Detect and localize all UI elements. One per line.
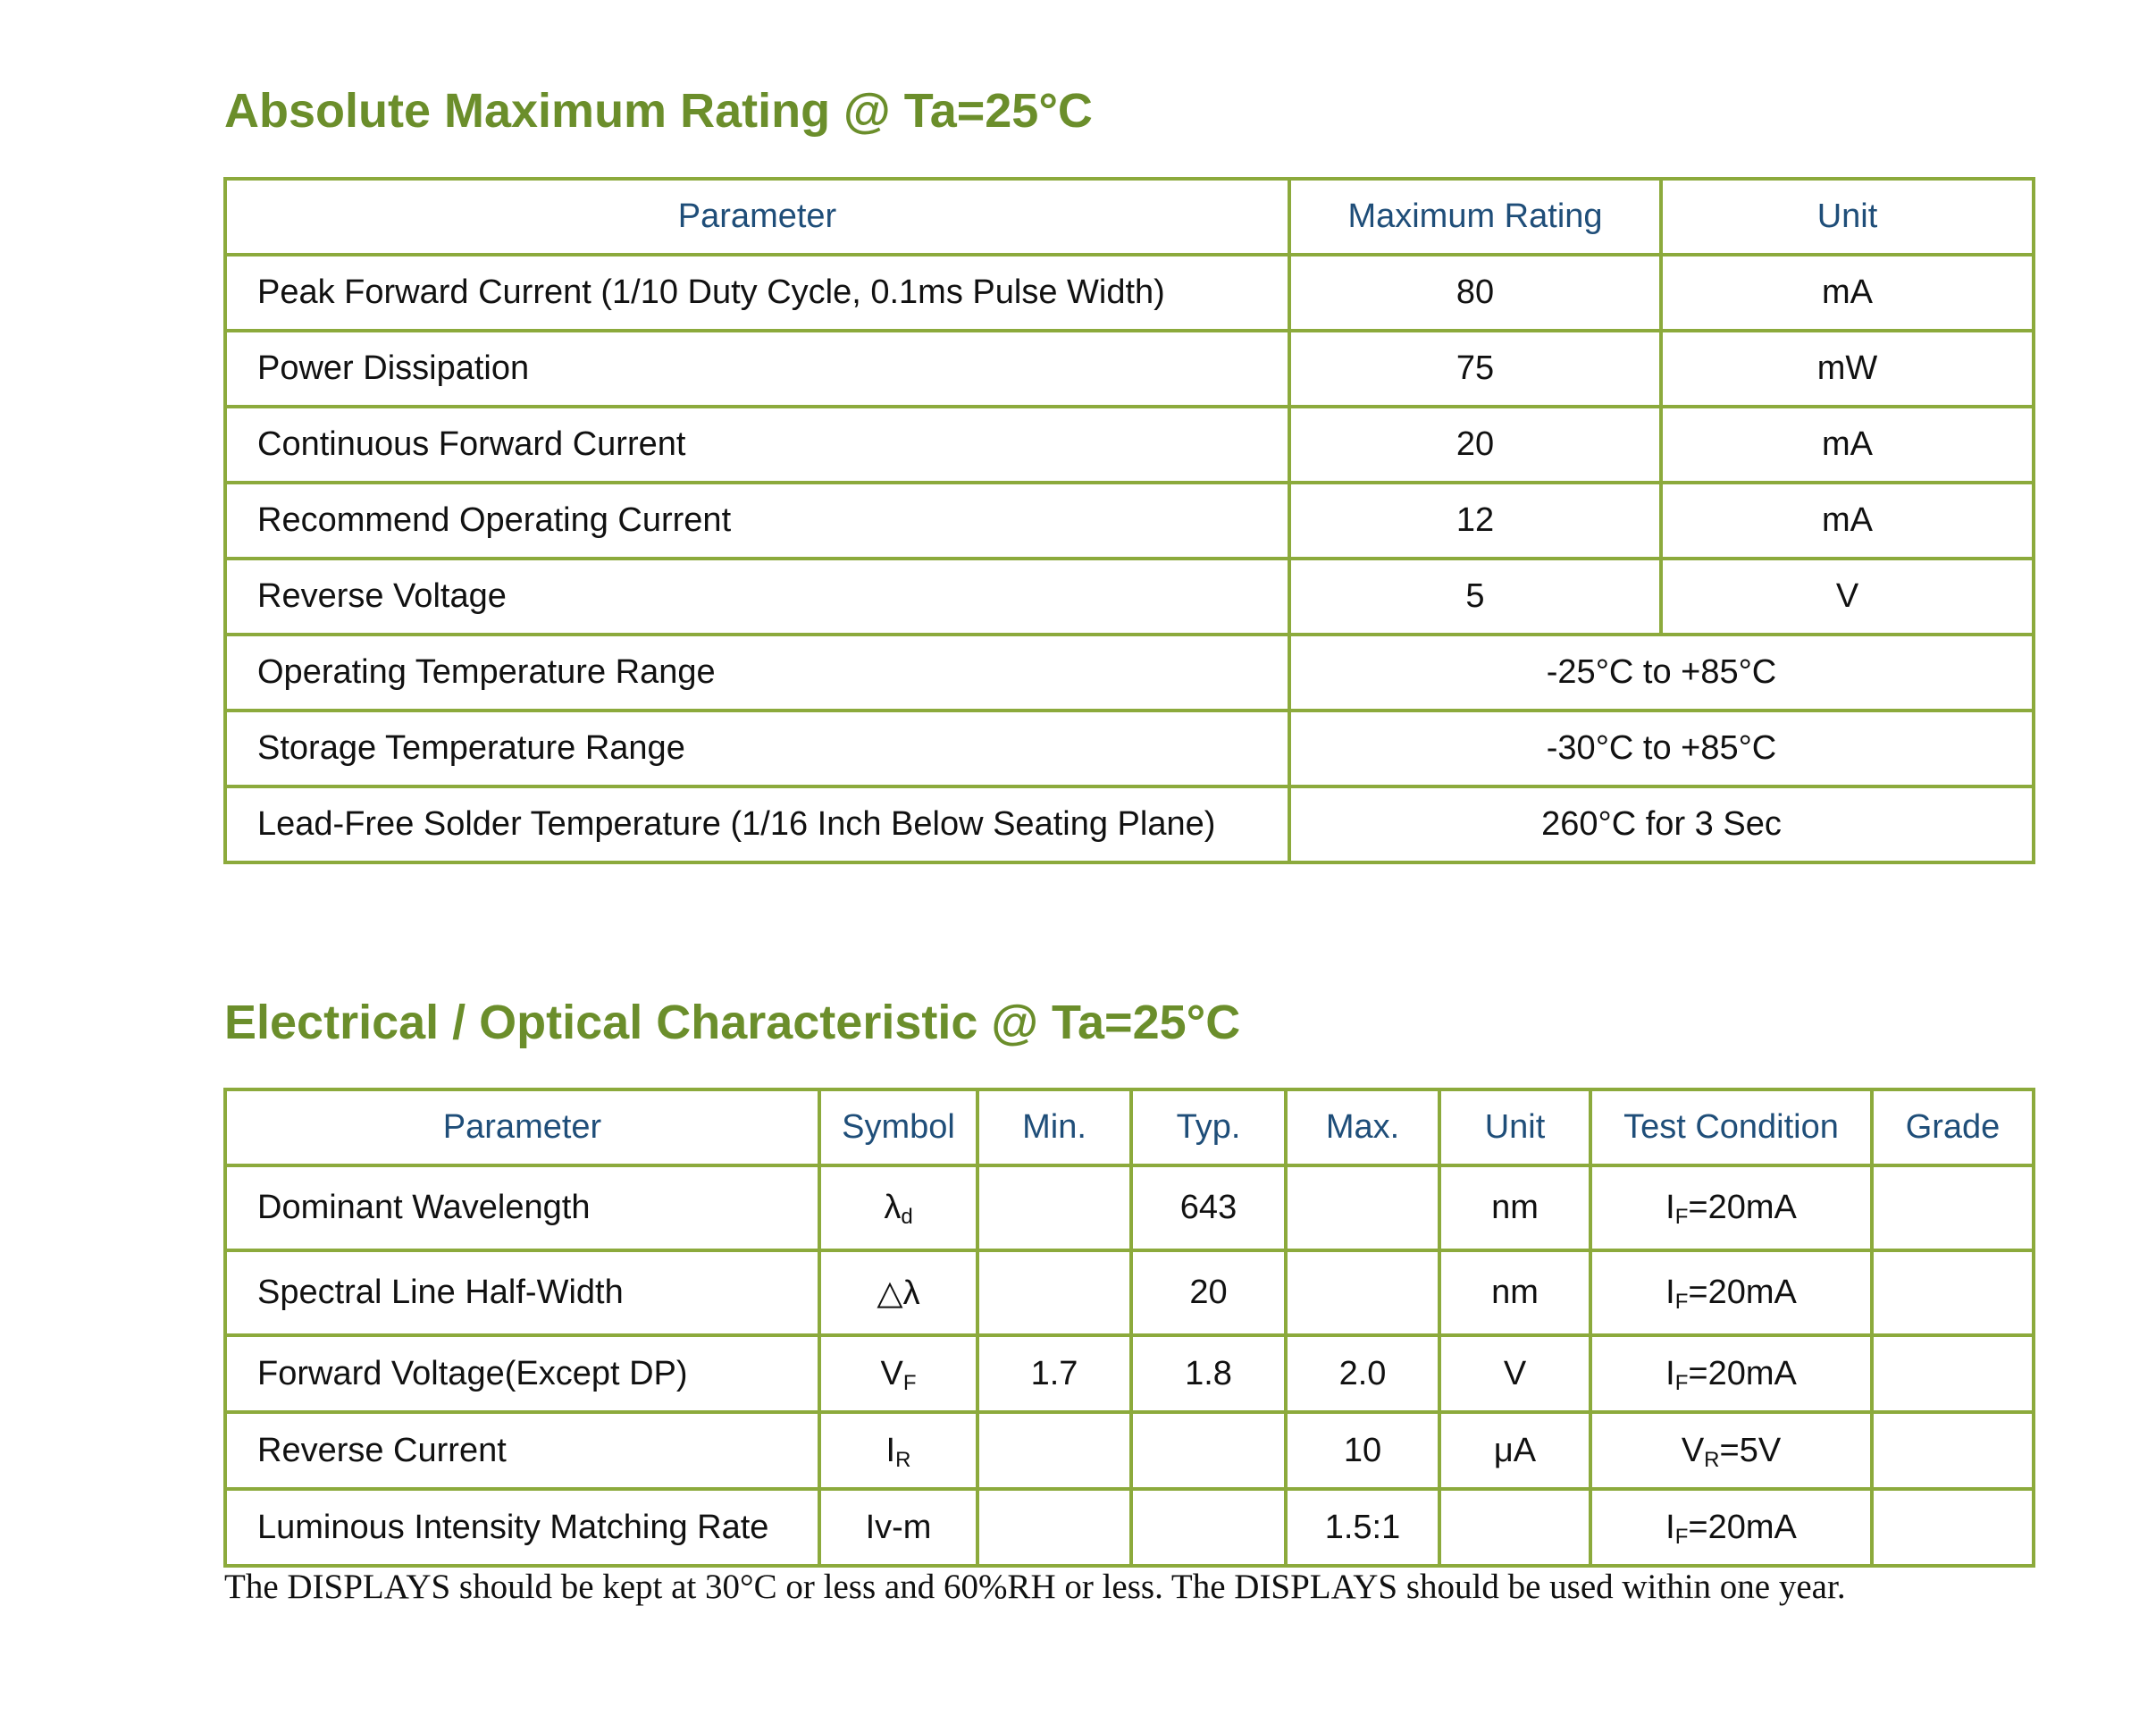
- range-cell: -30°C to +85°C: [1289, 711, 2034, 786]
- header-unit: Unit: [1661, 179, 2034, 255]
- table-row: [225, 1412, 2034, 1489]
- typ-cell: 1.8: [1131, 1335, 1286, 1412]
- header-max: Max.: [1286, 1089, 1439, 1165]
- unit-cell: mA: [1661, 407, 2034, 483]
- grade-cell: [1872, 1165, 2034, 1250]
- unit-cell: mA: [1661, 255, 2034, 331]
- condition-main: I: [1665, 1354, 1675, 1392]
- condition-cell: [1590, 1250, 1872, 1335]
- table-row: [225, 255, 2034, 331]
- table-row: [225, 711, 2034, 786]
- grade-cell: [1872, 1412, 2034, 1489]
- unit-cell: mW: [1661, 331, 2034, 407]
- header-symbol: Symbol: [819, 1089, 977, 1165]
- unit-cell: nm: [1439, 1165, 1590, 1250]
- typ-cell: [1131, 1489, 1286, 1566]
- symbol-subscript: F: [902, 1370, 917, 1395]
- storage-note: The DISPLAYS should be kept at 30°C or less and 60%RH or less. The DISPLAYS should be used within one year.: [224, 1568, 1846, 1606]
- symbol-cell: [819, 1412, 977, 1489]
- condition-subscript: F: [1674, 1524, 1689, 1549]
- rating-cell: 5: [1289, 559, 1661, 635]
- header-parameter: Parameter: [225, 1089, 819, 1165]
- header-min: Min.: [977, 1089, 1131, 1165]
- param-cell: Storage Temperature Range: [225, 711, 1289, 786]
- absolute-max-table: [223, 177, 2035, 864]
- header-maximum-rating: Maximum Rating: [1289, 179, 1661, 255]
- unit-cell: V: [1439, 1335, 1590, 1412]
- unit-cell: [1439, 1489, 1590, 1566]
- condition-value: =20mA: [1688, 1274, 1797, 1311]
- max-cell: 10: [1286, 1412, 1439, 1489]
- electrical-optical-title: Electrical / Optical Characteristic @ Ta=25°C: [224, 996, 1241, 1049]
- unit-cell: nm: [1439, 1250, 1590, 1335]
- header-test-condition: Test Condition: [1590, 1089, 1872, 1165]
- param-cell: Luminous Intensity Matching Rate: [225, 1489, 819, 1566]
- max-cell: 2.0: [1286, 1335, 1439, 1412]
- max-cell: [1286, 1165, 1439, 1250]
- param-cell: Reverse Current: [225, 1412, 819, 1489]
- unit-cell: mA: [1661, 483, 2034, 559]
- param-cell: Dominant Wavelength: [225, 1165, 819, 1250]
- header-parameter: Parameter: [225, 179, 1289, 255]
- param-cell: Continuous Forward Current: [225, 407, 1289, 483]
- condition-main: I: [1665, 1508, 1675, 1546]
- unit-cell: μA: [1439, 1412, 1590, 1489]
- grade-cell: [1872, 1250, 2034, 1335]
- table-row: [225, 1489, 2034, 1566]
- param-cell: Lead-Free Solder Temperature (1/16 Inch Below Seating Plane): [225, 786, 1289, 862]
- symbol-cell: [819, 1165, 977, 1250]
- typ-cell: 643: [1131, 1165, 1286, 1250]
- absolute-max-title: Absolute Maximum Rating @ Ta=25°C: [224, 84, 1093, 138]
- table-row: [225, 1335, 2034, 1412]
- rating-cell: 80: [1289, 255, 1661, 331]
- electrical-optical-table: [223, 1088, 2035, 1568]
- symbol-main: I: [885, 1431, 896, 1469]
- min-cell: [977, 1165, 1131, 1250]
- min-cell: [977, 1489, 1131, 1566]
- table-row: [225, 559, 2034, 635]
- condition-cell: [1590, 1412, 1872, 1489]
- symbol-subscript: d: [901, 1205, 913, 1229]
- typ-cell: 20: [1131, 1250, 1286, 1335]
- rating-cell: 12: [1289, 483, 1661, 559]
- param-cell: Forward Voltage(Except DP): [225, 1335, 819, 1412]
- table-row: [225, 1250, 2034, 1335]
- header-typ: Typ.: [1131, 1089, 1286, 1165]
- min-cell: [977, 1250, 1131, 1335]
- condition-value: =5V: [1719, 1431, 1782, 1469]
- condition-cell: [1590, 1165, 1872, 1250]
- grade-cell: [1872, 1489, 2034, 1566]
- condition-subscript: R: [1704, 1447, 1720, 1472]
- unit-cell: V: [1661, 559, 2034, 635]
- symbol-main: Iv-m: [865, 1508, 932, 1546]
- table-row: [225, 635, 2034, 711]
- condition-subscript: F: [1674, 1290, 1689, 1314]
- symbol-cell: [819, 1250, 977, 1335]
- min-cell: [977, 1412, 1131, 1489]
- symbol-cell: [819, 1335, 977, 1412]
- condition-main: V: [1681, 1431, 1705, 1469]
- rating-cell: 75: [1289, 331, 1661, 407]
- symbol-main: △λ: [877, 1274, 920, 1312]
- param-cell: Operating Temperature Range: [225, 635, 1289, 711]
- condition-cell: [1590, 1335, 1872, 1412]
- rating-cell: 20: [1289, 407, 1661, 483]
- condition-main: I: [1665, 1274, 1675, 1311]
- condition-cell: [1590, 1489, 1872, 1566]
- table-row: [225, 407, 2034, 483]
- param-cell: Reverse Voltage: [225, 559, 1289, 635]
- param-cell: Spectral Line Half-Width: [225, 1250, 819, 1335]
- range-cell: 260°C for 3 Sec: [1289, 786, 2034, 862]
- condition-value: =20mA: [1688, 1189, 1797, 1226]
- param-cell: Recommend Operating Current: [225, 483, 1289, 559]
- table-row: [225, 331, 2034, 407]
- table-header-row: [225, 1089, 2034, 1165]
- symbol-cell: [819, 1489, 977, 1566]
- header-grade: Grade: [1872, 1089, 2034, 1165]
- condition-value: =20mA: [1688, 1508, 1797, 1546]
- grade-cell: [1872, 1335, 2034, 1412]
- symbol-main: V: [880, 1354, 903, 1392]
- symbol-main: λ: [884, 1189, 902, 1226]
- max-cell: 1.5:1: [1286, 1489, 1439, 1566]
- condition-value: =20mA: [1688, 1354, 1797, 1392]
- typ-cell: [1131, 1412, 1286, 1489]
- condition-subscript: F: [1674, 1370, 1689, 1395]
- condition-main: I: [1665, 1189, 1675, 1226]
- table-header-row: [225, 179, 2034, 255]
- param-cell: Power Dissipation: [225, 331, 1289, 407]
- min-cell: 1.7: [977, 1335, 1131, 1412]
- max-cell: [1286, 1250, 1439, 1335]
- range-cell: -25°C to +85°C: [1289, 635, 2034, 711]
- header-unit: Unit: [1439, 1089, 1590, 1165]
- param-cell: Peak Forward Current (1/10 Duty Cycle, 0.1ms Pulse Width): [225, 255, 1289, 331]
- table-row: [225, 1165, 2034, 1250]
- table-row: [225, 786, 2034, 862]
- condition-subscript: F: [1674, 1205, 1689, 1229]
- table-row: [225, 483, 2034, 559]
- symbol-subscript: R: [895, 1447, 911, 1472]
